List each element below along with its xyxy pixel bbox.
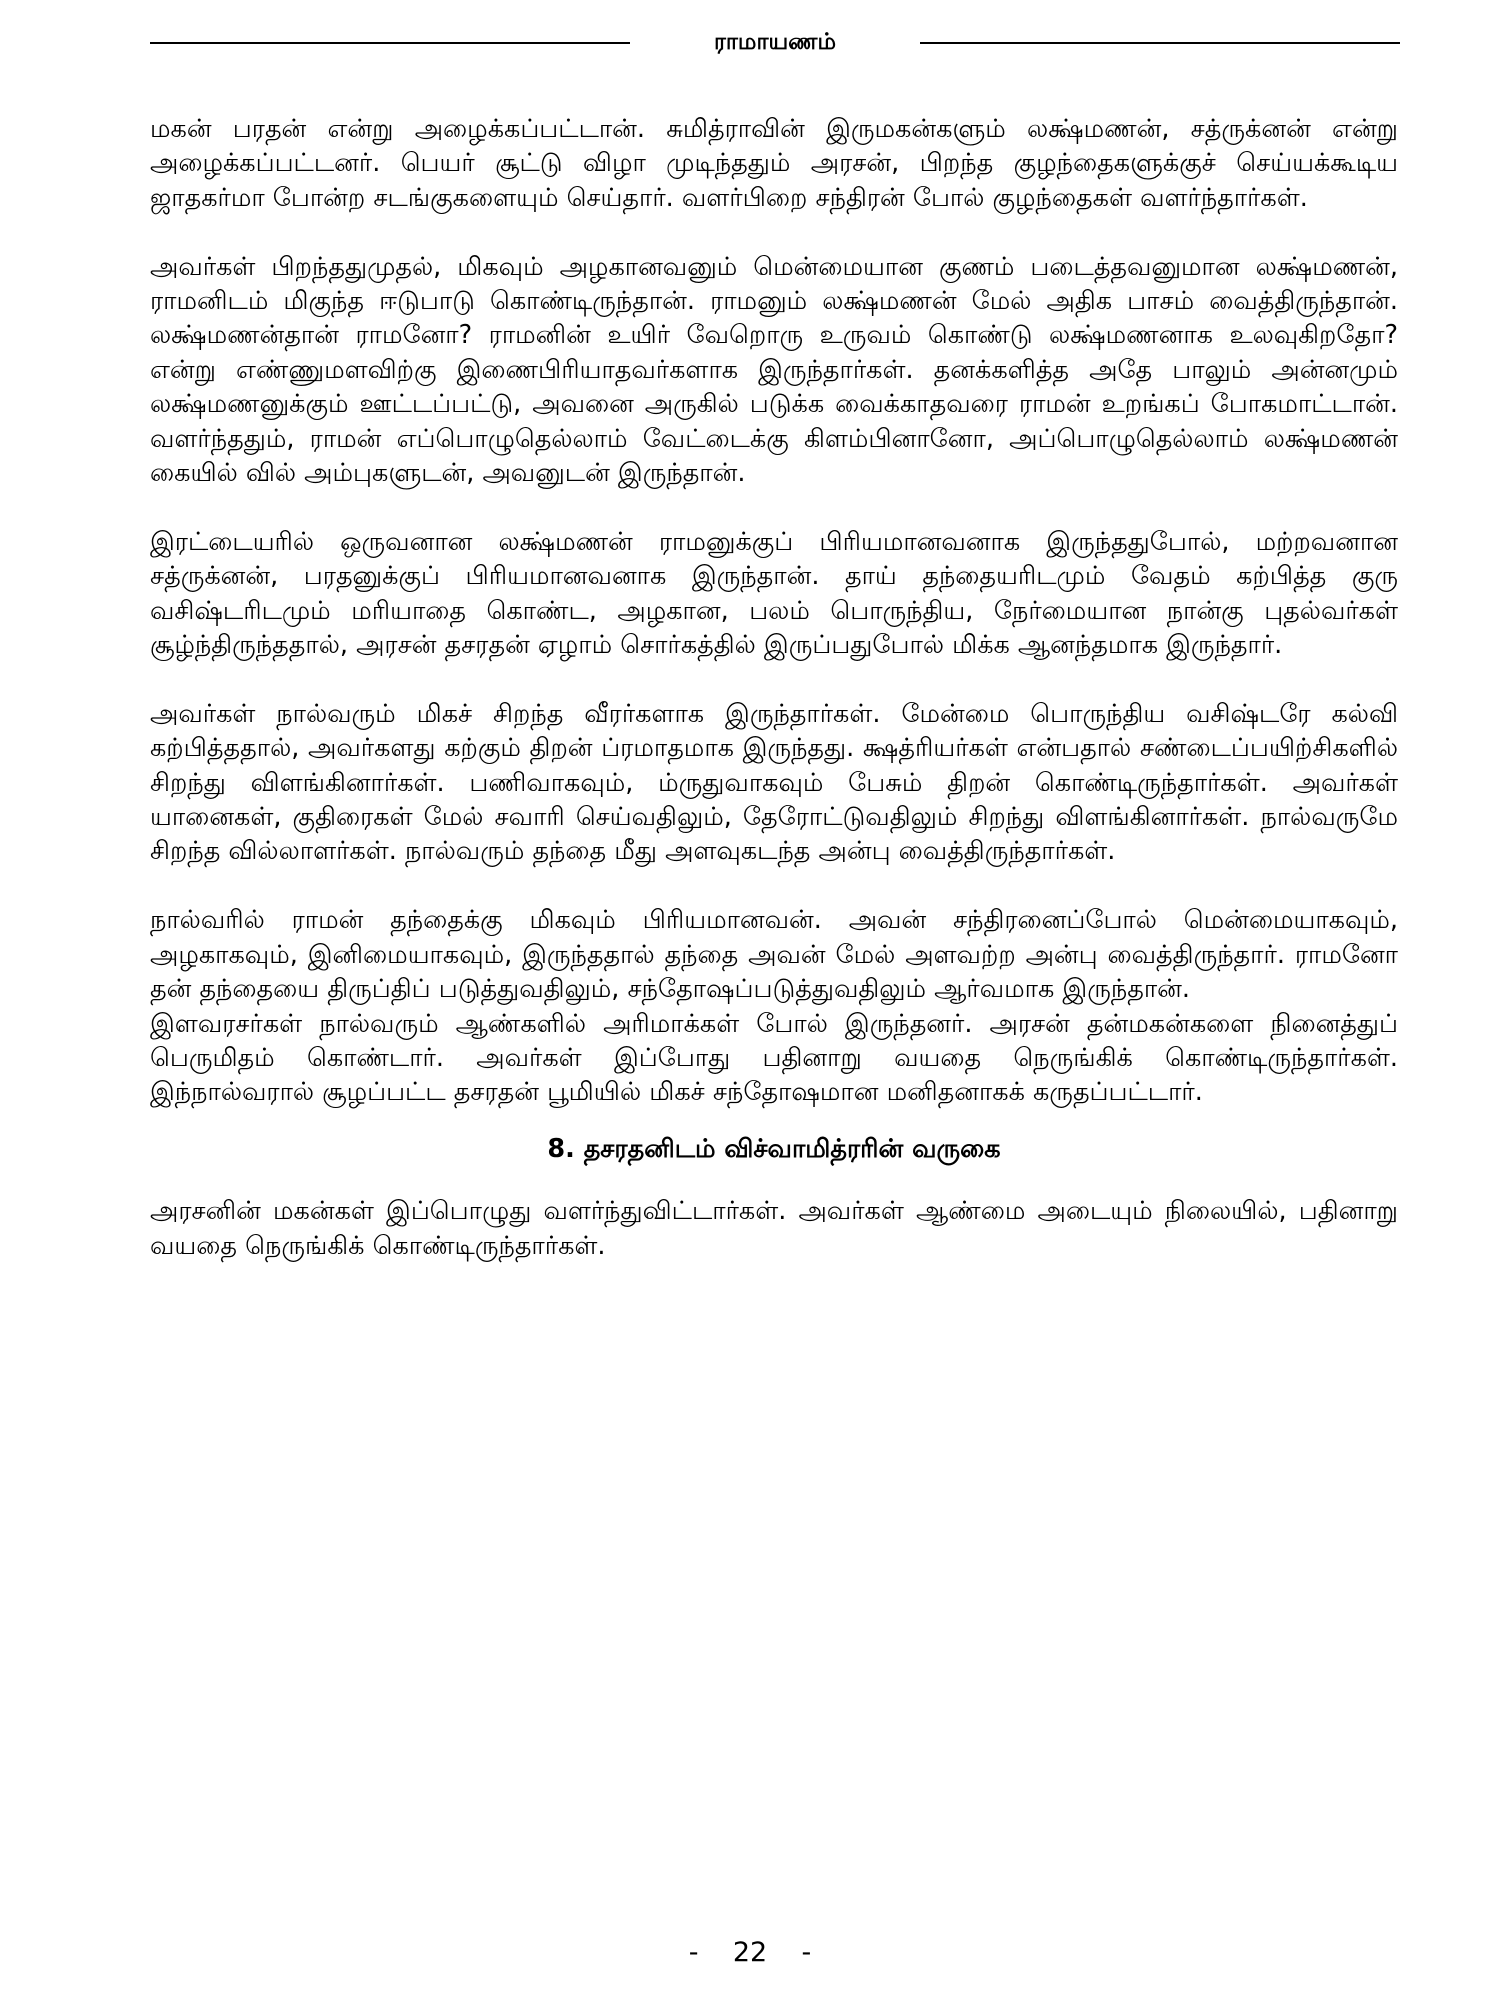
paragraph-1: மகன் பரதன் என்று அழைக்கப்பட்டான். சுமித்ராவின் இருமகன்களும் லக்ஷ்மணன், சத்ருக்னன் என்று அழைக்கப்பட்டனர். பெயர் சூட்டு விழா முடிந்ததும் அரசன், பிறந்த குழந்தைகளுக்குச் செய்யக்கூடிய ஜாதகர்மா போன்ற சடங்குகளையும் செய்தார். வளர்பிறை சந்திரன் போல் குழந்தைகள் வளர்ந்தார்கள். [150, 114, 1398, 213]
page-number-dash-right: - [801, 1937, 812, 1968]
page-number: 22 [732, 1937, 768, 1968]
section-paragraph: அரசனின் மகன்கள் இப்பொழுது வளர்ந்துவிட்டார்கள். அவர்கள் ஆண்மை அடையும் நிலையில், பதினாறு வயதை நெருங்கிக் கொண்டிருந்தார்கள். [150, 1196, 1398, 1261]
running-header [150, 22, 1400, 62]
page-body [150, 112, 1398, 1263]
paragraph-6: இளவரசர்கள் நால்வரும் ஆண்களில் அரிமாக்கள் போல் இருந்தனர். அரசன் தன்மகன்களை நினைத்துப் பெருமிதம் கொண்டார். அவர்கள் இப்போது பதினாறு வயதை நெருங்கிக் கொண்டிருந்தார்கள். இந்நால்வரால் சூழப்பட்ட தசரதன் பூமியில் மிகச் சந்தோஷமான மனிதனாகக் கருதப்பட்டார். [150, 1008, 1398, 1108]
paragraph-3: இரட்டையரில் ஒருவனான லக்ஷ்மணன் ராமனுக்குப் பிரியமானவனாக இருந்ததுபோல், மற்றவனான சத்ருக்னன், பரதனுக்குப் பிரியமானவனாக இருந்தான். தாய் தந்தையரிடமும் வேதம் கற்பித்த குரு வசிஷ்டரிடமும் மரியாதை கொண்ட, அழகான, பலம் பொருந்திய, நேர்மையான நான்கு புதல்வர்கள் சூழ்ந்திருந்ததால், அரசன் தசரதன் ஏழாம் சொர்கத்தில் இருப்பதுபோல் மிக்க ஆனந்தமாக இருந்தார். [150, 526, 1398, 661]
header-rule-right [920, 42, 1400, 44]
section-heading: 8. தசரதனிடம் விச்வாமித்ரரின் வருகை [547, 1133, 1001, 1164]
header-title: ராமாயணம் [714, 29, 836, 55]
paragraph-2: அவர்கள் பிறந்ததுமுதல், மிகவும் அழகானவனும் மென்மையான குணம் படைத்தவனுமான லக்ஷ்மணன், ராமனிடம் மிகுந்த ஈடுபாடு கொண்டிருந்தான். ராமனும் லக்ஷ்மணன் மேல் அதிக பாசம் வைத்திருந்தான். லக்ஷ்மணன்தான் ராமனோ? ராமனின் உயிர் வேறொரு உருவம் கொண்டு லக்ஷ்மணனாக உலவுகிறதோ? என்று எண்ணுமளவிற்கு இணைபிரியாதவர்களாக இருந்தார்கள். தனக்களித்த அதே பாலும் அன்னமும் லக்ஷ்மணனுக்கும் ஊட்டப்பட்டு, அவனை அருகில் படுக்க வைக்காதவரை ராமன் உறங்கப் போகமாட்டான். வளர்ந்ததும், ராமன் எப்பொழுதெல்லாம் வேட்டைக்கு கிளம்பினானோ, அப்பொழுதெல்லாம் லக்ஷ்மணன் கையில் வில் அம்புகளுடன், அவனுடன் இருந்தான். [150, 251, 1398, 489]
page-number-dash-left: - [688, 1937, 699, 1968]
paragraph-5: நால்வரில் ராமன் தந்தைக்கு மிகவும் பிரியமானவன். அவன் சந்திரனைப்போல் மென்மையாகவும், அழகாகவும், இனிமையாகவும், இருந்ததால் தந்தை அவன் மேல் அளவற்ற அன்பு வைத்திருந்தார். ராமனோ தன் தந்தையை திருப்திப் படுத்துவதிலும், சந்தோஷப்படுத்துவதிலும் ஆர்வமாக இருந்தான். [150, 905, 1398, 1005]
page-footer [0, 1935, 1500, 1971]
paragraph-4: அவர்கள் நால்வரும் மிகச் சிறந்த வீரர்களாக இருந்தார்கள். மேன்மை பொருந்திய வசிஷ்டரே கல்வி கற்பித்ததால், அவர்களது கற்கும் திறன் ப்ரமாதமாக இருந்தது. க்ஷத்ரியர்கள் என்பதால் சண்டைப்பயிற்சிகளில் சிறந்து விளங்கினார்கள். பணிவாகவும், ம்ருதுவாகவும் பேசும் திறன் கொண்டிருந்தார்கள். அவர்கள் யானைகள், குதிரைகள் மேல் சவாரி செய்வதிலும், தேரோட்டுவதிலும் சிறந்து விளங்கினார்கள். நால்வருமே சிறந்த வில்லாளர்கள். நால்வரும் தந்தை மீது அளவுகடந்த அன்பு வைத்திருந்தார்கள். [150, 698, 1398, 867]
